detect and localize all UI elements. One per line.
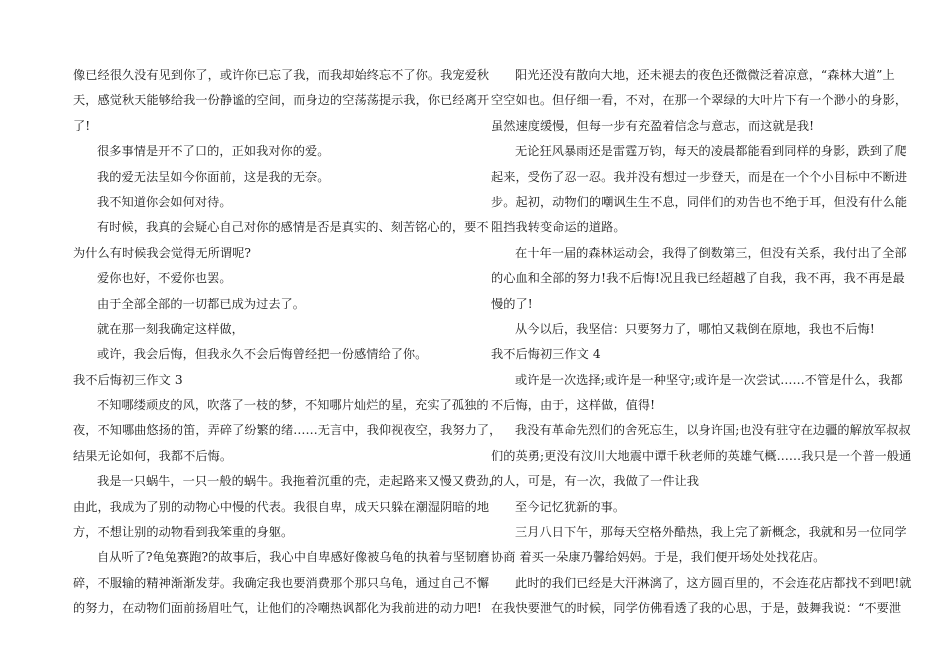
text-line: 自从听了?龟兔赛跑?的故事后，我心中自卑感好像被乌龟的执着与坚韧磨 xyxy=(97,550,490,565)
text-line: 的努力，在动物们面前扬眉吐气，让他们的冷嘲热讽都化为我前进的动力吧! xyxy=(73,601,482,616)
right-text-column xyxy=(491,63,912,622)
text-line: 至今记忆犹新的事。 xyxy=(515,499,626,514)
text-line: 此时的我们已经是大汗淋漓了，这方圆百里的，不会连花店都找不到吧!就 xyxy=(515,575,912,590)
text-line: 有时候，我真的会疑心自己对你的感情是否是真实的、刻苦铭心的，要不 xyxy=(97,220,489,235)
text-line: 我不知道你会如何对待。 xyxy=(97,194,232,209)
left-text-column xyxy=(73,63,502,622)
text-line: 天，感觉秋天能够给我一份静谧的空间，而身边的空荡荡提示我，你已经离开 xyxy=(73,93,490,108)
text-line: 三月八日下午，那每天空格外酷热，我上完了新概念，我就和另一位同学 xyxy=(515,525,907,540)
text-line: 无论狂风暴雨还是雷霆万钧，每天的凌晨都能看到同样的身影，跌到了爬 xyxy=(515,144,907,159)
text-line: 方，不想让别的动物看到我笨重的身躯。 xyxy=(73,525,294,540)
text-line: 我没有革命先烈们的舍死忘生，以身许国;也没有驻守在边疆的解放军叔叔 xyxy=(515,423,911,438)
text-line: 或许，我会后悔，但我永久不会后悔曾经把一份感情给了你。 xyxy=(97,347,428,362)
text-line: 从今以后，我坚信：只要努力了，哪怕又栽倒在原地，我也不后悔! xyxy=(515,321,875,336)
text-line: 的心血和全部的努力!我不后悔!况且我已经超越了自我，我不再，我不再是最 xyxy=(491,271,905,286)
text-line: 们的英勇;更没有汶川大地震中谭千秋老师的英雄气概……我只是一个普一般通 xyxy=(491,448,912,463)
text-line: 起来，受伤了忍一忍。我并没有想过一步登天，而是在一个个小目标中不断进 xyxy=(491,169,908,184)
text-line: 我不后悔初三作文 4 xyxy=(491,347,601,362)
text-line: 阳光还没有散向大地，还未褪去的夜色还微微泛着凉意，“森林大道”上 xyxy=(515,68,895,82)
text-line: 碎，不服输的精神渐渐发芽。我确定我也要消费那个那只乌龟，通过自己不懈 xyxy=(73,575,490,590)
text-line: 步。起初，动物们的嘲讽生生不息，同伴们的劝告也不绝于耳，但没有什么能 xyxy=(491,194,908,209)
text-line: 在我快要泄气的时候，同学仿佛看透了我的心思，于是，鼓舞我说：“不要泄 xyxy=(491,601,902,616)
text-line: 或许是一次选择;或许是一种坚守;或许是一次尝试……不管是什么，我都 xyxy=(515,372,903,387)
text-line: 由此，我成为了别的动物心中慢的代表。我很自卑，成天只躲在潮湿阴暗的地 xyxy=(73,499,490,514)
text-line: 爱你也好，不爱你也罢。 xyxy=(97,271,232,286)
text-line: 的人，可是，有一次，我做了一件让我 xyxy=(491,474,700,489)
text-line: 不后悔，由于，这样做，值得! xyxy=(491,398,656,413)
text-line: 不知哪缕顽皮的风，吹落了一枝的梦，不知哪片灿烂的星，充实了孤独的 xyxy=(97,398,489,413)
text-line: 空空如也。但仔细一看，不对，在那一个翠绿的大叶片下有一个渺小的身影， xyxy=(491,93,908,108)
text-line: 了! xyxy=(73,118,91,133)
text-line: 协商 着买一朵康乃馨给妈妈。于是，我们便开场处处找花店。 xyxy=(491,550,826,565)
text-line: 我的爱无法呈如今你面前，这是我的无奈。 xyxy=(97,169,330,184)
text-line: 在十年一届的森林运动会，我得了倒数第三，但没有关系，我付出了全部 xyxy=(515,245,907,260)
text-line: 就在那一刻我确定这样做， xyxy=(97,321,244,336)
text-line: 由于全部全部的一切都已成为过去了。 xyxy=(97,296,306,311)
text-line: 为什么有时候我会觉得无所谓呢? xyxy=(73,245,251,260)
text-line: 阻挡我转变命运的道路。 xyxy=(491,220,626,235)
text-line: 我是一只蜗牛，一只一般的蜗牛。我拖着沉重的壳，走起路来又慢又费劲， xyxy=(97,474,501,489)
text-line: 我不后悔初三作文 3 xyxy=(73,372,183,387)
text-line: 虽然速度缓慢，但每一步有充盈着信念与意志，而这就是我! xyxy=(491,118,815,133)
text-line: 结果无论如何，我都不后悔。 xyxy=(73,448,233,463)
text-line: 像已经很久没有见到你了，或许你已忘了我，而我却始终忘不了你。我宠爱秋 xyxy=(73,68,490,82)
text-line: 慢的了! xyxy=(491,296,533,311)
text-line: 很多事情是开不了口的，正如我对你的爱。 xyxy=(97,144,330,159)
text-line: 夜，不知哪曲悠扬的笛，弄碎了纷繁的绪……无言中，我仰视夜空，我努力了， xyxy=(73,423,502,438)
